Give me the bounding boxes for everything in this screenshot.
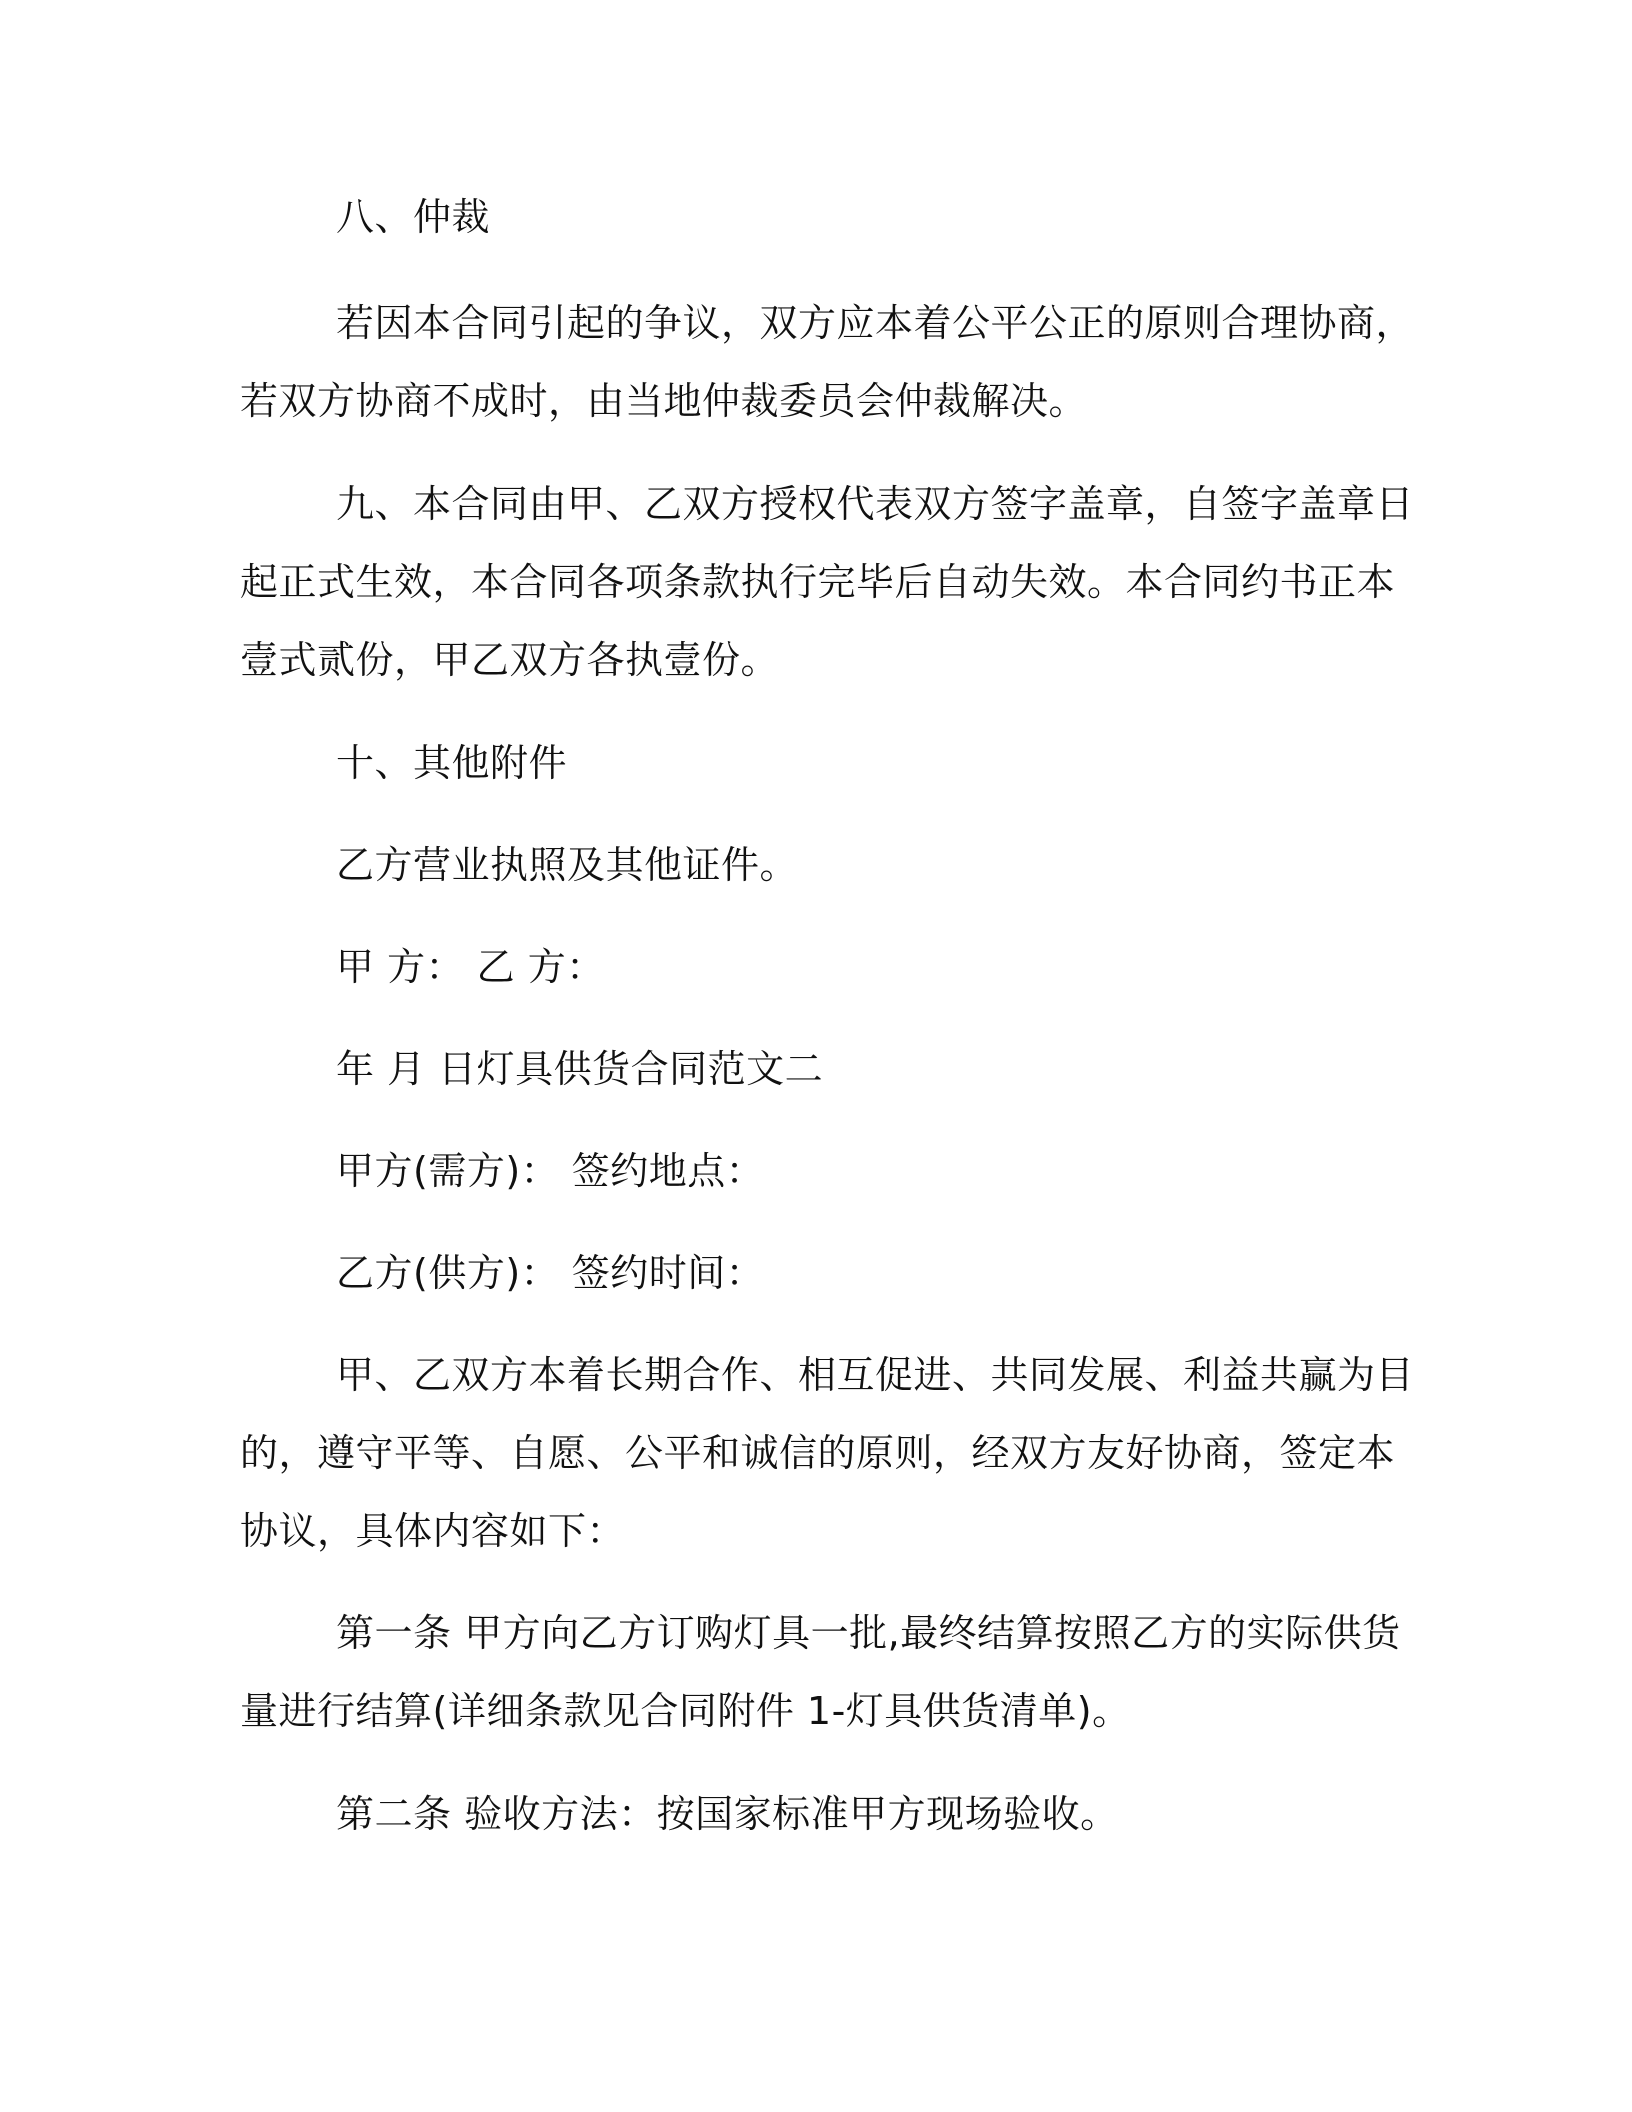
text-line: 甲 方： 乙 方： — [336, 945, 605, 989]
text-line: 九、本合同由甲、乙双方授权代表双方签字盖章，自签字盖章日 — [336, 482, 1415, 526]
text-line: 乙方营业执照及其他证件。 — [336, 843, 799, 887]
section-heading-attachments — [240, 724, 1380, 802]
paragraph-effectiveness — [240, 465, 1415, 699]
signature-parties-line — [240, 928, 1380, 1006]
text-line: 十、其他附件 — [336, 741, 568, 785]
text-line: 第二条 验收方法：按国家标准甲方现场验收。 — [336, 1792, 1119, 1836]
text-line: 乙方(供方)： 签约时间： — [336, 1251, 765, 1295]
text-line: 甲方(需方)： 签约地点： — [336, 1149, 765, 1193]
text-line: 壹式贰份，甲乙双方各执壹份。 — [240, 638, 780, 682]
text-line: 第一条 甲方向乙方订购灯具一批,最终结算按照乙方的实际供货 — [336, 1611, 1401, 1655]
party-a-and-place — [240, 1132, 1380, 1210]
date-and-second-title — [240, 1030, 1380, 1108]
article-one — [240, 1594, 1401, 1750]
paragraph-attachments-body — [240, 826, 1380, 904]
section-heading-arbitration — [240, 178, 1380, 256]
paragraph-preamble — [240, 1336, 1415, 1570]
text-line: 协议，具体内容如下： — [240, 1509, 626, 1553]
text-line: 甲、乙双方本着长期合作、相互促进、共同发展、利益共赢为目 — [336, 1353, 1415, 1397]
text-line: 量进行结算(详细条款见合同附件 1-灯具供货清单)。 — [240, 1689, 1131, 1733]
text-line: 的，遵守平等、自愿、公平和诚信的原则，经双方友好协商，签定本 — [240, 1431, 1396, 1475]
paragraph-arbitration-body — [240, 284, 1415, 440]
text-line: 若因本合同引起的争议，双方应本着公平公正的原则合理协商， — [336, 301, 1415, 345]
article-two — [240, 1775, 1380, 1853]
text-line: 若双方协商不成时，由当地仲裁委员会仲裁解决。 — [240, 379, 1088, 423]
text-line: 起正式生效，本合同各项条款执行完毕后自动失效。本合同约书正本 — [240, 560, 1396, 604]
text-line: 年 月 日灯具供货合同范文二 — [336, 1047, 824, 1091]
party-b-and-time — [240, 1234, 1380, 1312]
text-line: 八、仲裁 — [336, 195, 491, 239]
